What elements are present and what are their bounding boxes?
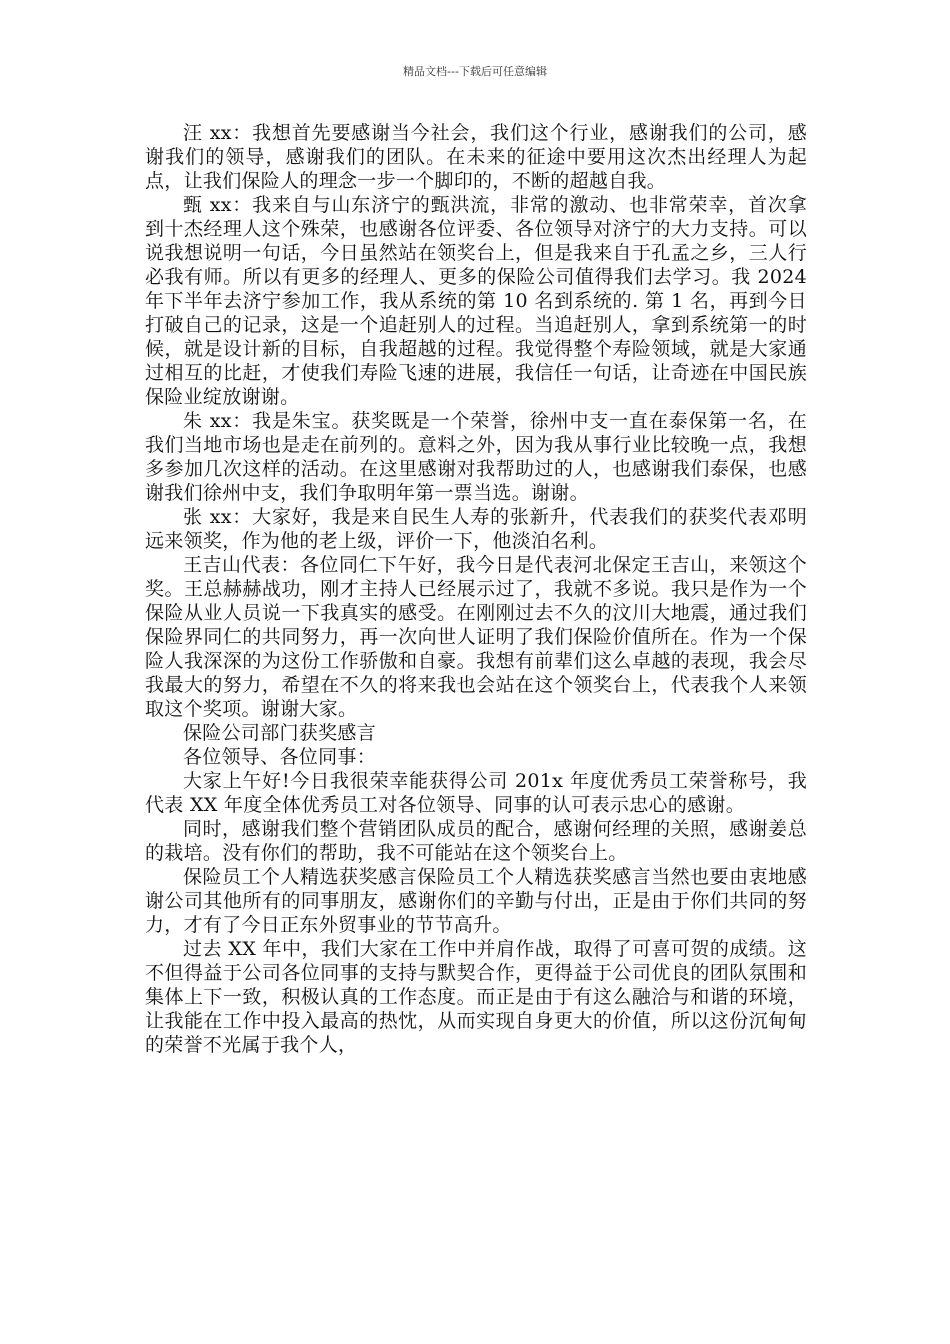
paragraph-speech-zhu: 朱 xx：我是朱宝。获奖既是一个荣誉，徐州中支一直在泰保第一名，在我们当地市场也是走在前列的。意料之外，因为我从事行业比较晚一点，我想多参加几次这样的活动。在这里感谢对我帮助过的人，也感谢我们泰保，也感谢我们徐州中支，我们争取明年第一票当选。谢谢。 [145,410,807,504]
paragraph-speech-wang: 汪 xx：我想首先要感谢当今社会，我们这个行业，感谢我们的公司，感谢我们的领导，感谢我们的团队。在未来的征途中要用这次杰出经理人为起点，让我们保险人的理念一步一个脚印的，不断的超越自我。 [145,122,807,192]
page-header: 精品文档---下载后可任意编辑 [403,65,547,78]
paragraph-speech-zhen: 甄 xx：我来自与山东济宁的甄洪流，非常的激动、也非常荣幸，首次拿到十杰经理人这个殊荣，也感谢各位评委、各位领导对济宁的大力支持。可以说我想说明一句话，今日虽然站在领奖台上，但是我来自于孔孟之乡，三人行必我有师。所以有更多的经理人、更多的保险公司值得我们去学习。我 2024 年下半年去济宁参加工作，我从系统的第 10 名到系统的. 第 1 名，再到今日打破自己的记录，这是一个追赶别人的过程。当追赶别人，拿到系统第一的时候，就是设计新的目标，自我超越的过程。我觉得整个寿险领域，就是大家通过相互的比赶，才使我们寿险飞速的进展，我信任一句话，让奇迹在中国民族保险业绽放谢谢。 [145,194,807,408]
paragraph-speech-wang-jishan: 王吉山代表：各位同仁下午好，我今日是代表河北保定王吉山，来领这个奖。王总赫赫战功，刚才主持人已经展示过了，我就不多说。我只是作为一个保险从业人员说一下我真实的感受。在刚刚过去不久的汶川大地震，通过我们保险界同仁的共同努力，再一次向世人证明了我们保险价值所在。作为一个保险人我深深的为这份工作骄傲和自豪。我想有前辈们这么卓越的表现，我会尽我最大的努力，希望在不久的将来我也会站在这个领奖台上，代表我个人来领取这个奖项。谢谢大家。 [145,554,807,720]
paragraph-thanks-colleagues: 保险员工个人精选获奖感言保险员工个人精选获奖感言当然也要由衷地感谢公司其他所有的同事朋友，感谢你们的辛勤与付出，正是由于你们共同的努力，才有了今日正东外贸事业的节节高升。 [145,866,807,936]
section-title: 保险公司部门获奖感言 [183,722,377,744]
paragraph-past-year: 过去 XX 年中，我们大家在工作中并肩作战，取得了可喜可贺的成绩。这不但得益于公司各位同事的支持与默契合作，更得益于公司优良的团队氛围和集体上下一致，积极认真的工作态度。而正是由于有这么融洽与和谐的环境，让我能在工作中投入最高的热忱，从而实现自身更大的价值，所以这份沉甸甸的荣誉不光属于我个人， [145,938,807,1056]
paragraph-greeting: 大家上午好!今日我很荣幸能获得公司 201x 年度优秀员工荣誉称号，我代表 XX 年度全体优秀员工对各位领导、同事的认可表示忠心的感谢。 [145,770,807,816]
document-body [145,121,807,1057]
salutation: 各位领导、各位同事： [183,746,377,768]
paragraph-thanks-team: 同时，感谢我们整个营销团队成员的配合，感谢何经理的关照，感谢姜总的栽培。没有你们的帮助，我不可能站在这个领奖台上。 [145,818,807,864]
paragraph-speech-zhang: 张 xx：大家好，我是来自民生人寿的张新升，代表我们的获奖代表邓明远来领奖，作为他的老上级，评价一下，他淡泊名利。 [145,506,807,552]
